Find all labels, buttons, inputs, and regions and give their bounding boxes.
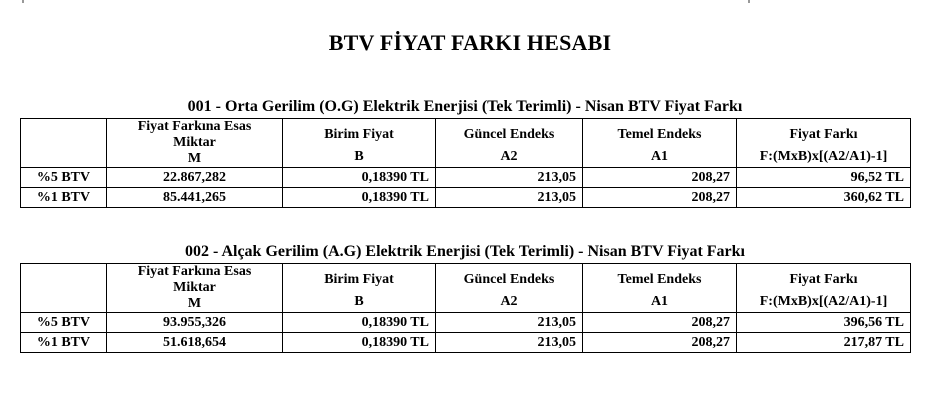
header-temel (583, 119, 737, 168)
header-birim-symbol: B (354, 294, 364, 309)
page-title: BTV FİYAT FARKI HESABI (328, 30, 612, 55)
header-birim-label: Birim Fiyat (324, 127, 394, 142)
cell-miktar: 85.441,265 (107, 188, 283, 208)
header-fark (737, 264, 911, 313)
header-miktar-symbol: M (187, 151, 202, 166)
cell-birim: 0,18390 TL (283, 188, 436, 208)
table-row (21, 313, 911, 333)
header-row (21, 264, 911, 313)
row-label: %5 BTV (21, 313, 107, 333)
header-miktar-line2: Miktar (173, 280, 216, 295)
table-ag (20, 263, 911, 353)
header-temel-symbol: A1 (650, 149, 669, 164)
table-row (21, 168, 911, 188)
header-formula: F:(MxB)x[(A2/A1)-1] (759, 294, 888, 309)
row-label: %1 BTV (21, 188, 107, 208)
header-fark-label: Fiyat Farkı (789, 127, 858, 142)
header-formula: F:(MxB)x[(A2/A1)-1] (759, 149, 888, 164)
header-temel-label: Temel Endeks (617, 272, 702, 287)
header-temel (583, 264, 737, 313)
cell-a1: 208,27 (583, 168, 737, 188)
row-label: %5 BTV (21, 168, 107, 188)
corner-cell (21, 119, 107, 168)
header-birim-symbol: B (354, 149, 364, 164)
header-miktar (107, 119, 283, 168)
header-miktar-line2: Miktar (173, 135, 216, 150)
cell-fark: 396,56 TL (737, 313, 911, 333)
header-guncel (436, 264, 583, 313)
table-row (21, 333, 911, 353)
scan-mark-left (22, 0, 24, 3)
cell-fark: 217,87 TL (737, 333, 911, 353)
table-row (21, 188, 911, 208)
cell-a2: 213,05 (436, 313, 583, 333)
scan-mark-right (748, 0, 750, 3)
cell-a1: 208,27 (583, 313, 737, 333)
header-guncel (436, 119, 583, 168)
cell-a2: 213,05 (436, 188, 583, 208)
header-guncel-symbol: A2 (500, 294, 518, 309)
cell-a2: 213,05 (436, 168, 583, 188)
header-guncel-symbol: A2 (500, 149, 518, 164)
cell-a1: 208,27 (583, 188, 737, 208)
header-temel-label: Temel Endeks (617, 127, 702, 142)
header-birim (283, 119, 436, 168)
header-temel-symbol: A1 (650, 294, 669, 309)
cell-fark: 96,52 TL (737, 168, 911, 188)
corner-cell (21, 264, 107, 313)
header-miktar-line1: Fiyat Farkına Esas (137, 119, 252, 134)
header-miktar-symbol: M (187, 296, 202, 311)
header-birim-label: Birim Fiyat (324, 272, 394, 287)
table-og (20, 118, 911, 208)
cell-a1: 208,27 (583, 333, 737, 353)
cell-birim: 0,18390 TL (283, 168, 436, 188)
header-fark (737, 119, 911, 168)
cell-fark: 360,62 TL (737, 188, 911, 208)
header-guncel-label: Güncel Endeks (463, 272, 555, 287)
cell-a2: 213,05 (436, 333, 583, 353)
section-title-ag: 002 - Alçak Gerilim (A.G) Elektrik Enerjisi (Tek Terimli) - Nisan BTV Fiyat Farkı (185, 243, 745, 260)
header-guncel-label: Güncel Endeks (463, 127, 555, 142)
header-miktar (107, 264, 283, 313)
section-title-og: 001 - Orta Gerilim (O.G) Elektrik Enerjisi (Tek Terimli) - Nisan BTV Fiyat Farkı (187, 98, 743, 115)
header-fark-label: Fiyat Farkı (789, 272, 858, 287)
cell-miktar: 93.955,326 (107, 313, 283, 333)
cell-miktar: 51.618,654 (107, 333, 283, 353)
row-label: %1 BTV (21, 333, 107, 353)
header-miktar-line1: Fiyat Farkına Esas (137, 264, 252, 279)
header-birim (283, 264, 436, 313)
cell-birim: 0,18390 TL (283, 313, 436, 333)
cell-birim: 0,18390 TL (283, 333, 436, 353)
header-row (21, 119, 911, 168)
cell-miktar: 22.867,282 (107, 168, 283, 188)
